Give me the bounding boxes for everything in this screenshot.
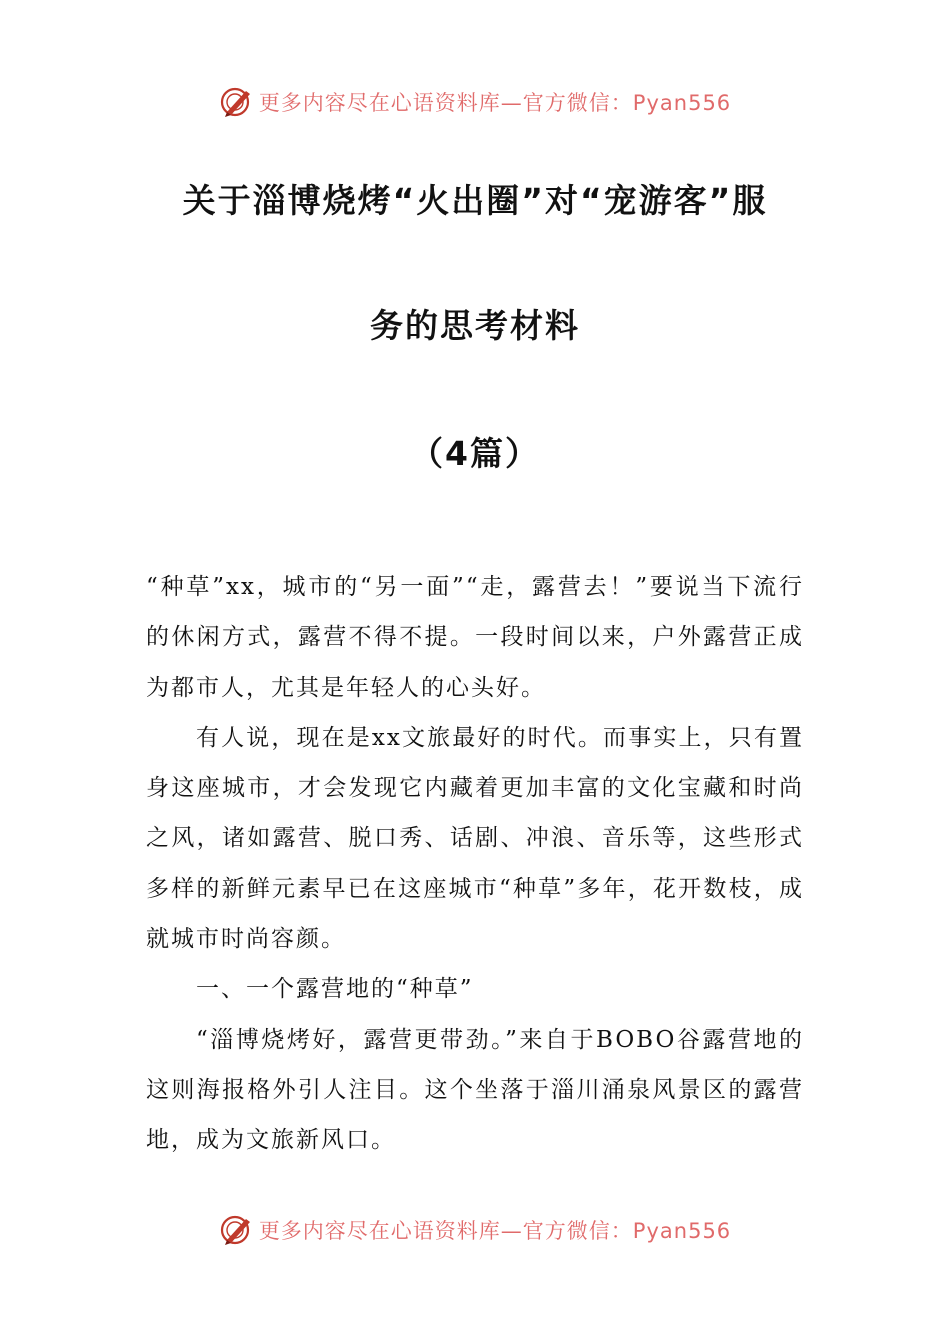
watermark-text: 更多内容尽在心语资料库—官方微信：Pyan556 [258,1219,732,1243]
document-title-count: （4篇） [410,434,540,473]
paragraph: “淄博烧烤好，露营更带劲。”来自于BOBO谷露营地的这则海报格外引人注目。这个坐落于淄川涌泉风景区的露营地，成为文旅新风口。 [146,1026,804,1154]
footer-watermark [0,1210,950,1250]
section-heading: 一、一个露营地的“种草” [196,976,474,1003]
paragraph-intro: “种草”xx，城市的“另一面”“走，露营去！”要说当下流行的休闲方式，露营不得不提。一段时间以来，户外露营正成为都市人，尤其是年轻人的心头好。 [146,574,804,701]
pen-circle-logo-icon [219,1212,255,1248]
header-watermark [0,82,950,122]
document-title-line-1: 关于淄博烧烤“火出圈”对“宠游客”服 [182,181,768,220]
watermark-text: 更多内容尽在心语资料库—官方微信：Pyan556 [258,91,732,115]
pen-circle-logo-icon [219,84,255,120]
document-body [146,562,804,1166]
paragraph: 有人说，现在是xx文旅最好的时代。而事实上，只有置身这座城市，才会发现它内藏着更加丰富的文化宝藏和时尚之风，诸如露营、脱口秀、话剧、冲浪、音乐等，这些形式多样的新鲜元素早已在这座城市“种草”多年，花开数枝，成就城市时尚容颜。 [146,724,804,953]
document-title-line-2: 务的思考材料 [370,306,580,345]
